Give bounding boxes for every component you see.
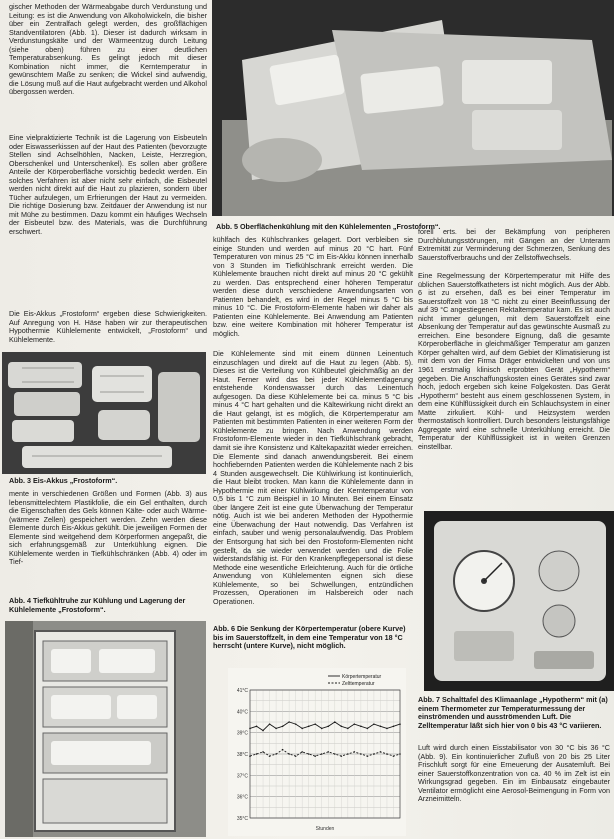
data-point [308, 753, 310, 755]
data-point [347, 728, 349, 730]
data-point [367, 728, 369, 730]
data-point [282, 725, 284, 727]
caption-abb5: Abb. 5 Oberflächenkühlung mit den Kühlelementen „Frostoform“. [216, 223, 441, 231]
data-point [301, 728, 303, 730]
y-tick-label: 38°C [236, 752, 248, 758]
photo-freezer [5, 621, 206, 837]
series-line-2 [250, 750, 400, 756]
data-point [399, 723, 401, 725]
data-point [269, 755, 271, 757]
y-tick-label: 36°C [236, 794, 248, 801]
data-point [334, 721, 336, 723]
data-point [341, 755, 343, 757]
data-point [282, 749, 284, 751]
body-text-col2-top: kühlfach des Kühlschrankes gelagert. Dort verbleiben sie einige Stunden und werden auf minus 20 °C hart. Fünf Temperaturen von minus 25 °C im Eis-Akku können innerhalb von 3 Stunden im Tiefkühlschrank erreicht werden. Die Kühlelemente brauchen nicht direkt auf minus 20 °C gekühlt zu werden. Das entsprechend einer höheren Temperatur werden diese durch verschiedene Anwendungsarten von Patienten behandelt, es wird in der Regel minus 5 °C bis minus 10 °C. Die Frostoform-Elemente haben wir daher als Patienten eine Kühlelemente. Bei Anwendung am Patienten bzw. eine weitere Kombination mit höherer Temperatur ist möglich. [213, 236, 413, 339]
data-point [249, 755, 251, 757]
data-point [321, 728, 323, 730]
data-point [314, 723, 316, 725]
data-point [341, 725, 343, 727]
freezer-illustration [5, 621, 206, 837]
photo-hypotherm-panel [424, 511, 614, 691]
data-point [262, 730, 264, 732]
data-point [256, 753, 258, 755]
series-line-1 [250, 722, 400, 731]
control-panel-illustration [424, 511, 614, 691]
body-text-col3-bottom: Luft wird durch einen Eisstabilisator von 30 °C bis 36 °C (Abb. 9). Ein kontinuierlicher Zufluß von 20 bis 25 Liter Frischluft sorgt für eine Erneuerung der Ausatemluft. Bei einer Sauerstoffkonzentration von ca. 40 % im Zelt ist ein Wirkungsgrad gegeben. Ein im Einbausatz eingebauter Ventilator ermöglicht eine Aerosol-Beimengung in Form von Arzneimitteln. [418, 744, 610, 804]
chart-grid [250, 690, 400, 818]
chart-y-ticks [237, 688, 249, 822]
data-point [367, 755, 369, 757]
photo-surface-cooling [212, 0, 614, 216]
caption-abb7: Abb. 7 Schalttafel des Klimaanlage „Hypotherm“ mit (a) einem Thermometer zur Temperaturmessung der einströmenden und ausströmenden Luft. Die Zelltemperatur läßt sich hier von 0 bis 43 °C variieren. [418, 696, 608, 730]
temperature-chart [228, 668, 406, 836]
data-point [386, 728, 388, 730]
data-point [269, 723, 271, 725]
data-point [314, 755, 316, 757]
photo-frostoform-packs [2, 352, 206, 474]
data-point [256, 725, 258, 727]
body-text-col3-mid: Eine Regelmessung der Körpertemperatur mit Hilfe des üblichen Sauerstoffkatheters ist nicht möglich. Aus der Abb. 6 ist zu ersehen, daß es bei einer Temperatur im Sauerstoffzelt von 18 °C nicht zu einer Beeinflussung der auf 39 °C angestiegenen Rektaltemperatur kam. Es ist auch nicht immer gelungen, mit dem Sauerstoffzelt eine Absenkung der Temperatur auf das gewünschte Ausmaß zu erreichen. Eine besondere Eignung, daß die gesamte Körperoberfläche in gleichmäßiger Temperatur am ganzen Körper gehalten wird, auf dem Gebiet der Klimatisierung ist mit dem von der Firma Dräger entwickelten und von uns 1961 erstmalig klinisch erprobten Gerät „Hypotherm“ gegeben. Die Anschaffungskosten eines Gerätes sind zwar hoch, jedoch ergeben sich keine Folgekosten. Das Gerät „Hypotherm“ besteht aus einem geschlossenen System, in dem eine Kühlflüssigkeit durch ein Schlauchsystem in einer Matte zirkuliert. Kühl- und Heizsystem werden thermostatisch kontrolliert. Durch besonders leistungsfähige Aggregate wird eine schnelle Unterkühlung erreicht. Die Temperatur der Kühlflüssigkeit ist in weiten Grenzen einstellbar. [418, 272, 610, 451]
data-point [321, 753, 323, 755]
legend-label: Zelttemperatur [342, 681, 375, 687]
body-text-col1-bottom: Die Eis-Akkus „Frostoform“ ergeben diese Schwierigkeiten. Auf Anregung von H. Häse haben wir zur therapeutischen Hypothermie Kühlelemente entwickelt, „Frostoform“ und Kühlelemente. [9, 310, 207, 344]
caption-abb4: Abb. 4 Tiefkühltruhe zur Kühlung und Lagerung der Kühlelemente „Frostoform“. [9, 597, 186, 614]
y-tick-label: 37°C [236, 773, 248, 780]
caption-abb3: Abb. 3 Eis-Akkus „Frostoform“. [9, 477, 118, 485]
legend-label: Körpertemperatur [342, 674, 382, 680]
data-point [347, 753, 349, 755]
chart-x-label: Stunden [315, 826, 335, 832]
data-point [334, 753, 336, 755]
body-text-col3-top: forell erts. bei der Bekämpfung von peripheren Durchblutungsstörungen, mit Gängen an der Unterarm Extremität zur Verminderung der Schmerzen, Senkung des Sauerstoffverbrauchs und der Zellstoffwechsels. [418, 228, 610, 262]
data-point [262, 751, 264, 753]
data-point [393, 755, 395, 757]
data-point [288, 753, 290, 755]
data-point [295, 723, 297, 725]
body-text-col2-mid: Die Kühlelemente sind mit einem dünnen Leinentuch einzuschlagen und direkt auf die Haut zu legen (Abb. 5). Dieses ist die Verteilung von Kühlbeutel gleichmäßig an der Haut. Ferner wird das bei jeder Kühlelementlagerung entstehende Kondenswasser durch das Leinentuch aufgesogen. Da diese Kühlelemente bei ca. minus 5 °C bis minus 4 °C hart gehalten und die Kältewirkung nicht direkt an die Haut gelangt, ist es möglich, die Körpertemperatur am Patienten mit bestimmten Patienten in einer weiteren Form der Kühlelemente zu bringen. Nach Anwendung werden Frostoform-Elemente wieder in den Tiefkühlschrank gebracht, damit sie ihre Konsistenz und Kältekapazität wieder erreichen. Die Elemente sind danach anwendungsbereit. Bei einem hochfiebernden Patienten werden die Kühlelemente nach 2 bis 4 Stunden ausgewechselt. Die Kühlwirkung ist kontinuierlich, die Haut bleibt trocken. Man kann die Kühlelemente dann in Hypothermie mit einer Kühlwirkung der Kerntemperatur von 0,5 bis 1 °C zum Beispiel in 10 Minuten. Bei einem Einsatz über längere Zeit ist eine gute Überwachung der Temperatur nötig. Auch ist wie bei anderen Methoden der Hypothermie eine Überwachung der Haut notwendig. Das Verfahren ist einfach, sauber und wenig personalaufwendig. Das Problem der Entsorgung hat sich bei den Frostoform-Elementen nicht gestellt, da sie wieder verwendet werden und die Folie widerstandsfähig ist. Für den Krankenpflegepersonal ist diese Methode eine wesentliche Erleichterung. Auch für die örtliche Anwendung von Kühlelementen eignen sich diese Kühlelemente, so bei Schwellungen, entzündlichen Prozessen, Operationen im Halsbereich oder nach Operationen. [213, 350, 413, 606]
data-point [393, 725, 395, 727]
data-point [373, 723, 375, 725]
data-point [249, 728, 251, 730]
y-tick-label: 40°C [236, 709, 248, 716]
data-point [360, 725, 362, 727]
data-point [275, 728, 277, 730]
data-point [373, 753, 375, 755]
y-tick-label: 35°C [236, 816, 248, 822]
body-text-col1-mid: Eine vielpraktizierte Technik ist die Lagerung von Eisbeuteln oder Eiswasserkissen auf der Haut des Patienten (bevorzugte Stellen sind Achselhöhlen, Nacken, Leiste, Herzregion, Oberschenkel und Unterschenkel). Es sollen aber größere Anteile der Körperoberfläche vorsichtig bedeckt werden. Ein solches Verfahren ist aber nicht sehr einfach, die Eisbeutel werden nicht direkt auf die Haut zu plazieren, sondern über Tücher aufzulegen, um Erfrierungen der Haut zu vermeiden. Die richtige Dosierung bzw. Zeitdauer der Anwendung ist nur mit Mühe zu bestimmen. Dazu kommt ein häufiges Wechseln der Eisbeutel bzw. des Materials, was die Durchführung erschwert. [9, 134, 207, 237]
data-point [308, 725, 310, 727]
chart-series [249, 721, 401, 757]
ice-pack-illustration [2, 352, 206, 474]
data-point [301, 751, 303, 753]
y-tick-label: 39°C [236, 730, 248, 737]
data-point [327, 725, 329, 727]
data-point [327, 751, 329, 753]
data-point [380, 751, 382, 753]
caption-abb6: Abb. 6 Die Senkung der Körpertemperatur (obere Kurve) bis im Sauerstoffzelt, in dem eine Temperatur von 18 °C herrscht (untere Kurve), nicht möglich. [213, 625, 406, 651]
data-point [275, 753, 277, 755]
data-point [360, 753, 362, 755]
data-point [288, 721, 290, 723]
body-text-col1-bottom2: mente in verschiedenen Größen und Formen (Abb. 3) aus lebensmittelechtem Plastikfolie, die ein Gel enthalten, durch die Eigenschaften des Gels können Kälte- oder auch Wärme- (wärmere Zellen) gespeichert werden. Zehn werden diese Elemente durch Eis-Akkus gekühlt. Die jeweiligen Formen der Elemente sind weitgehend dem Körperformen angepaßt, die sich erfahrungsgemäß zur Unterkühlung eignen. Die Kühlelemente werden in Tiefkühlschränken (Abb. 4) oder im Tief- [9, 490, 207, 567]
patient-cooling-illustration [212, 0, 614, 216]
data-point [380, 725, 382, 727]
chart-legend [328, 674, 382, 687]
chart-abb6 [228, 668, 406, 836]
y-tick-label: 41°C [236, 688, 248, 694]
data-point [295, 755, 297, 757]
data-point [354, 723, 356, 725]
body-text-col1-top: gischer Methoden der Wärmeabgabe durch Verdunstung und Leitung: es ist die Anwendung von Alkoholwickeln, die bisher über ein Zentralfach gelegt werden, des großflächigen Standventilatoren (Abb. 1). Dieser ist dadurch wirksam in Verdunstungskälte und der Wärmeentzug durch Leitung (siehe oben) führen zu einer deutlichen Temperaturabsenkung. Es gelingt jedoch mit dieser Kombination nicht immer, die Kerntemperatur in gewünschtem Maße zu senken; die Wickel sind aufwendig, die Lösung muß auf die Haut aufgebracht werden und Alkohol übergossen werden. [9, 3, 207, 97]
data-point [354, 751, 356, 753]
data-point [399, 753, 401, 755]
data-point [386, 753, 388, 755]
